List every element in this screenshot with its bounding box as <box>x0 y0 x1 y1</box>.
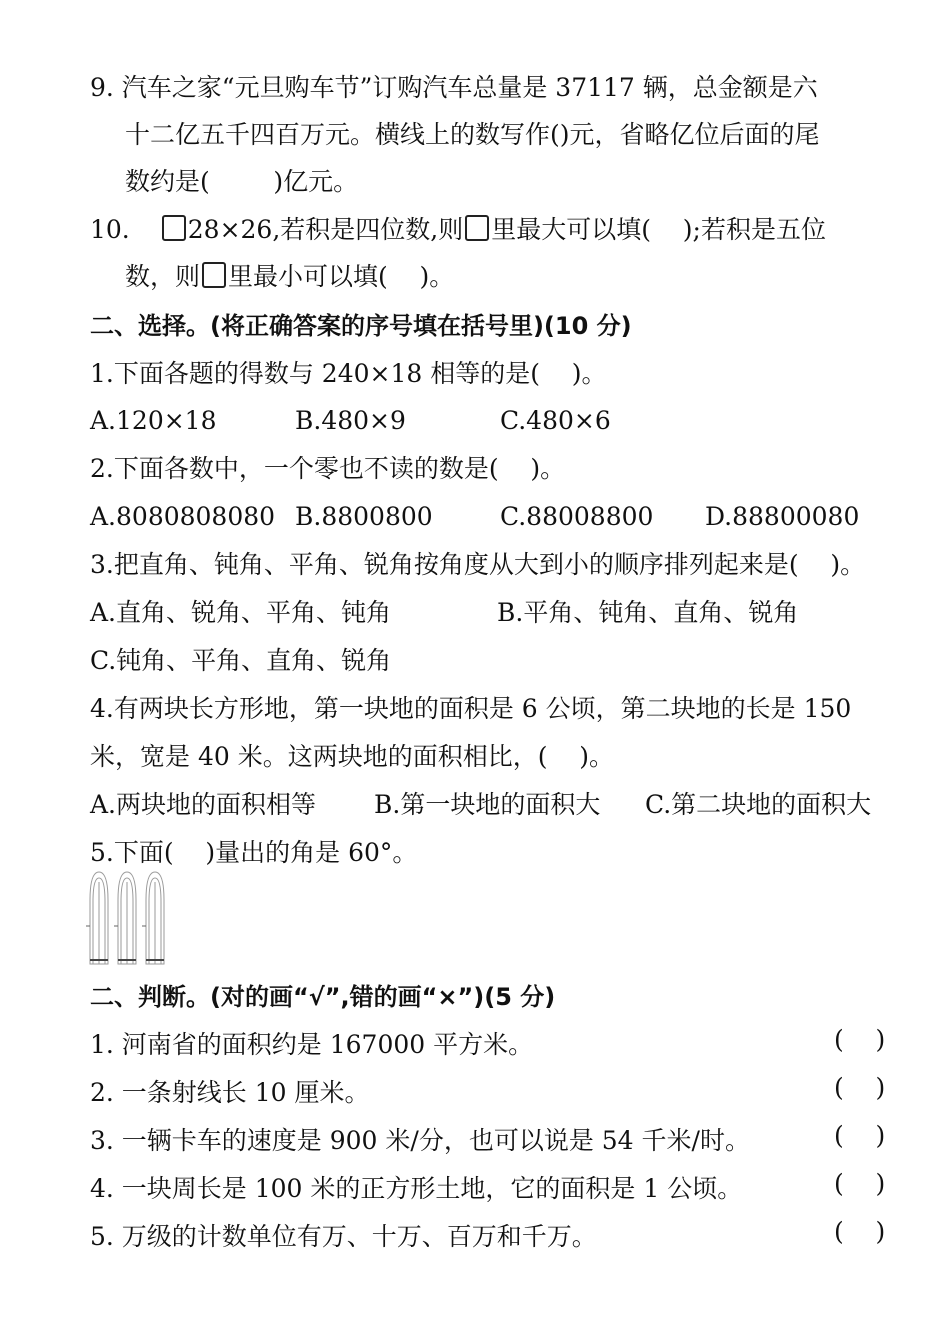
judge-answer-paren-1[interactable]: ( ) <box>834 1025 886 1054</box>
judge-answer-paren-4[interactable]: ( ) <box>834 1169 886 1198</box>
q10-text-3: 数，则 <box>125 262 201 291</box>
protractor-b <box>114 872 136 964</box>
judge-heading: 二、判断。(对的画“√”,错的画“×”)(5 分) <box>90 983 556 1011</box>
q10-text-4: 里最小可以填( )。 <box>228 262 455 291</box>
judge-item-3: 3. 一辆卡车的速度是 900 米/分，也可以说是 54 千米/时。 <box>90 1126 750 1155</box>
judge-item-4: 4. 一块周长是 100 米的正方形土地，它的面积是 1 公顷。 <box>90 1174 743 1203</box>
choice-q4-option-a: A.两块地的面积相等 <box>90 790 317 819</box>
choice-q3-option-c: C.钝角、平角、直角、锐角 <box>90 646 392 675</box>
q10-line-2 <box>125 260 454 294</box>
choice-q2-option-a: A.8080808080 <box>90 502 276 531</box>
q10-number: 10. <box>90 215 130 244</box>
q10-text-2: 里最大可以填( );若积是五位 <box>491 215 826 244</box>
blank-box <box>162 215 186 241</box>
q9-line-2: 十二亿五千四百万元。横线上的数写作()元，省略亿位后面的尾 <box>125 120 820 149</box>
q9-line-1: 9. 汽车之家“元旦购车节”订购汽车总量是 37117 辆，总金额是六 <box>90 73 818 102</box>
choice-q2-option-b: B.8800800 <box>295 502 433 531</box>
judge-item-1: 1. 河南省的面积约是 167000 平方米。 <box>90 1030 534 1059</box>
judge-answer-paren-2[interactable]: ( ) <box>834 1073 886 1102</box>
q10-line-1 <box>90 213 826 247</box>
choice-heading: 二、选择。(将正确答案的序号填在括号里)(10 分) <box>90 312 632 340</box>
protractor-c <box>142 872 164 964</box>
protractor-figures <box>84 868 170 972</box>
choice-q2-stem: 2.下面各数中，一个零也不读的数是( )。 <box>90 454 566 483</box>
choice-q4-stem-line-2: 米，宽是 40 米。这两块地的面积相比，( )。 <box>90 742 615 771</box>
choice-q2-option-d: D.88800080 <box>705 502 860 531</box>
choice-q3-stem: 3.把直角、钝角、平角、锐角按角度从大到小的顺序排列起来是( )。 <box>90 550 866 579</box>
choice-q3-option-a: A.直角、锐角、平角、钝角 <box>90 598 392 627</box>
judge-item-2: 2. 一条射线长 10 厘米。 <box>90 1078 370 1107</box>
choice-q4-stem-line-1: 4.有两块长方形地，第一块地的面积是 6 公顷，第二块地的长是 150 <box>90 694 852 723</box>
q10-text-1: 28×26,若积是四位数,则 <box>187 215 464 244</box>
choice-q4-option-b: B.第一块地的面积大 <box>374 790 601 819</box>
q9-line-3: 数约是( )亿元。 <box>125 167 359 196</box>
blank-box <box>202 262 226 288</box>
choice-q1-option-a: A.120×18 <box>90 406 217 435</box>
judge-answer-paren-3[interactable]: ( ) <box>834 1121 886 1150</box>
choice-q2-option-c: C.88008800 <box>500 502 654 531</box>
protractor-a <box>86 872 108 964</box>
choice-q5-stem: 5.下面( )量出的角是 60°。 <box>90 838 418 867</box>
choice-q1-option-b: B.480×9 <box>295 406 406 435</box>
judge-item-5: 5. 万级的计数单位有万、十万、百万和千万。 <box>90 1222 597 1251</box>
blank-box <box>465 215 489 241</box>
choice-q4-option-c: C.第二块地的面积大 <box>645 790 872 819</box>
choice-q1-stem: 1.下面各题的得数与 240×18 相等的是( )。 <box>90 359 607 388</box>
choice-q1-option-c: C.480×6 <box>500 406 611 435</box>
choice-q3-option-b: B.平角、钝角、直角、锐角 <box>497 598 799 627</box>
judge-answer-paren-5[interactable]: ( ) <box>834 1217 886 1246</box>
